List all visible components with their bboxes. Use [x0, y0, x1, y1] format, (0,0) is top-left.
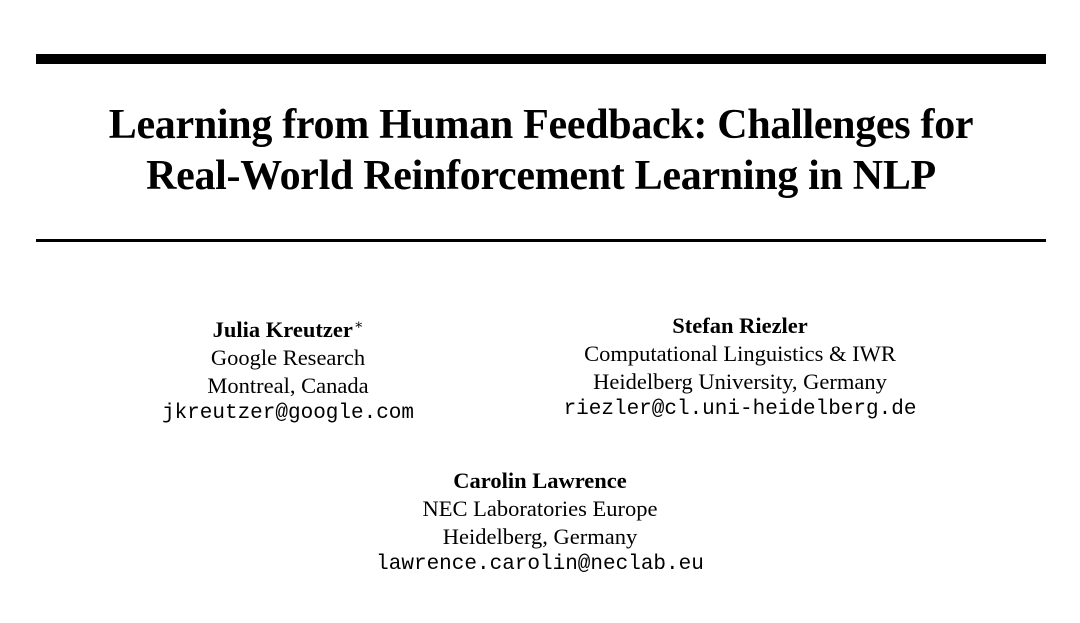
author-affiliation: Computational Linguistics & IWR	[584, 341, 896, 366]
footnote-mark: ∗	[353, 318, 364, 333]
author-block-lawrence	[340, 467, 740, 579]
paper-title-line-1: Learning from Human Feedback: Challenges for	[108, 102, 974, 148]
author-location: Montreal, Canada	[207, 373, 369, 398]
title-top-rule	[36, 54, 1046, 64]
author-name-text: Julia Kreutzer	[212, 317, 353, 342]
author-email: riezler@cl.uni-heidelberg.de	[563, 398, 917, 421]
paper-title	[36, 100, 1046, 202]
paper-title-line-2: Real-World Reinforcement Learning in NLP	[146, 153, 936, 199]
author-affiliation: NEC Laboratories Europe	[422, 496, 658, 521]
author-affiliation: Google Research	[210, 345, 366, 370]
author-name-text: Carolin Lawrence	[453, 468, 627, 493]
author-name	[138, 312, 438, 344]
author-location: Heidelberg, Germany	[442, 524, 638, 549]
author-name	[520, 312, 960, 340]
author-name	[340, 467, 740, 495]
author-block-kreutzer	[138, 312, 438, 428]
author-email: lawrence.carolin@neclab.eu	[376, 553, 704, 576]
author-email: jkreutzer@google.com	[161, 402, 415, 425]
author-block-riezler	[520, 312, 960, 424]
author-location: Heidelberg University, Germany	[593, 369, 887, 394]
author-name-text: Stefan Riezler	[672, 313, 808, 338]
title-bottom-rule	[36, 239, 1046, 242]
